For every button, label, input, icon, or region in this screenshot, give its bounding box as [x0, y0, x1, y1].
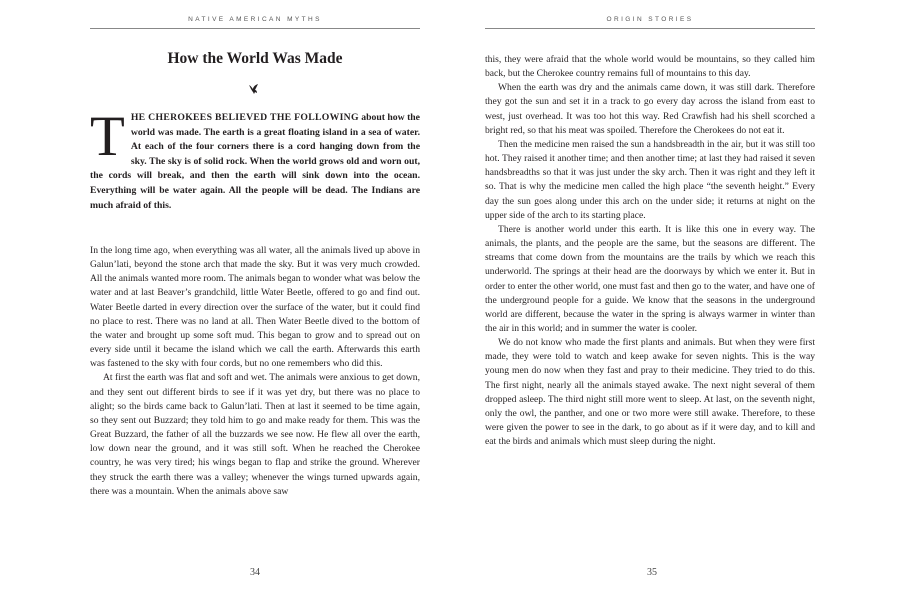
page-number-right: 35 [647, 567, 657, 578]
left-body-text [90, 244, 420, 499]
right-body-text [485, 53, 815, 449]
drop-cap: T [90, 105, 125, 168]
intro-lead: HE CHEROKEES BELIEVED THE FOLLOWING [130, 112, 359, 123]
paragraph: this, they were afraid that the whole world would be mountains, so they called him back, but the Cherokee country remains full of mountains to this day. [485, 54, 815, 80]
intro-paragraph [90, 105, 420, 213]
right-page [450, 0, 900, 600]
chapter-title: How the World Was Made [167, 50, 343, 67]
header-rule-right [485, 28, 815, 29]
paragraph: There is another world under this earth. It is like this one in every way. The animals, the plants, and the people are the same, but the seasons are different. The streams that come down from the mountains are the trails by which we reach this underworld. The springs at their head are the doorways by which we enter it. But in order to enter the other world, one must fast and then go to the water, and have one of the underground people for a guide. We know that the seasons in the underground world are different, because the water in the spring is always warmer in winter than the air in this world; and in summer the water is cooler. [485, 223, 815, 334]
running-head-right: ORIGIN STORIES [606, 16, 694, 23]
paragraph: We do not know who made the first plants and animals. But when they were first made, they were told to watch and keep awake for seven nights. This is the way young men do now when they fast and pray to their medicine. They tried to do this. The first night, nearly all the animals stayed awake. The next night several of them dropped asleep. The third night still more went to sleep. At last, on the seventh night, only the owl, the panther, and one or two more were still awake. Therefore, to these were given the power to see in the dark, to go about as if it were day, and to kill and eat the birds and animals which must sleep during the night. [485, 337, 815, 448]
header-rule-left [90, 28, 420, 29]
paragraph: When the earth was dry and the animals came down, it was still dark. Therefore they got the sun and set it in a track to go every day across the island from east to west, just overhead. It was too hot this way. Red Crawfish had his shell scorched a bright red, so that his meat was spoiled. Therefore the Cherokees do not eat it. [485, 82, 815, 136]
paragraph: Then the medicine men raised the sun a handsbreadth in the air, but it was still too hot. They raised it another time; and then another time; at last they had raised it seven handsbreadths so that it was just under the sky arch. Then it was right and they left it so. That is why the medicine men called the high place “the seventh height.” Every day the sun goes along under this arch on the under side; it returns at night on the upper side of the arch to its starting place. [485, 138, 815, 221]
intro-text: about how the world was made. The earth is a great floating island in a sea of water. At each of the four corners there is a cord hanging down from the sky. The sky is of solid rock. When the world grows old and worn out, the cords will break, and then the earth will sink down into the ocean. Everything will be water again. All the people will be dead. The Indians are much afraid of this. [90, 112, 420, 211]
paragraph: In the long time ago, when everything was all water, all the animals lived up above in Galun’lati, beyond the stone arch that made the sky. But it was very much crowded. All the animals wanted more room. The animals began to wonder what was below the water and at last Beaver’s grandchild, little Water Beetle, offered to go and find out. Water Beetle darted in every direction over the surface of the water, but it could find no place to rest. There was no land at all. Then Water Beetle dived to the bottom of the water and brought up some soft mud. This began to grow and to spread out on every side until it became the island which we call the earth. Afterwards this earth was fastened to the sky with four cords, but no one remembers who did this. [90, 245, 420, 370]
page-number-left: 34 [250, 567, 260, 578]
paragraph: At first the earth was flat and soft and wet. The animals were anxious to get down, and they sent out different birds to see if it was yet dry, but there was no place to alight; so the birds came back to Galun’lati. Then at last it seemed to be time again, so they sent out Buzzard; they told him to go and make ready for them. This was the Great Buzzard, the father of all the buzzards we see now. He flew all over the earth, low down near the ground, and it was still soft. When he reached the Cherokee country, he was very tired; his wings began to flap and strike the ground. Wherever they struck the earth there was a valley; whenever the wings turned upwards again, there was a mountain. When the animals above saw [90, 372, 420, 497]
running-head-left: NATIVE AMERICAN MYTHS [188, 16, 322, 23]
bird-ornament-icon [247, 82, 261, 96]
